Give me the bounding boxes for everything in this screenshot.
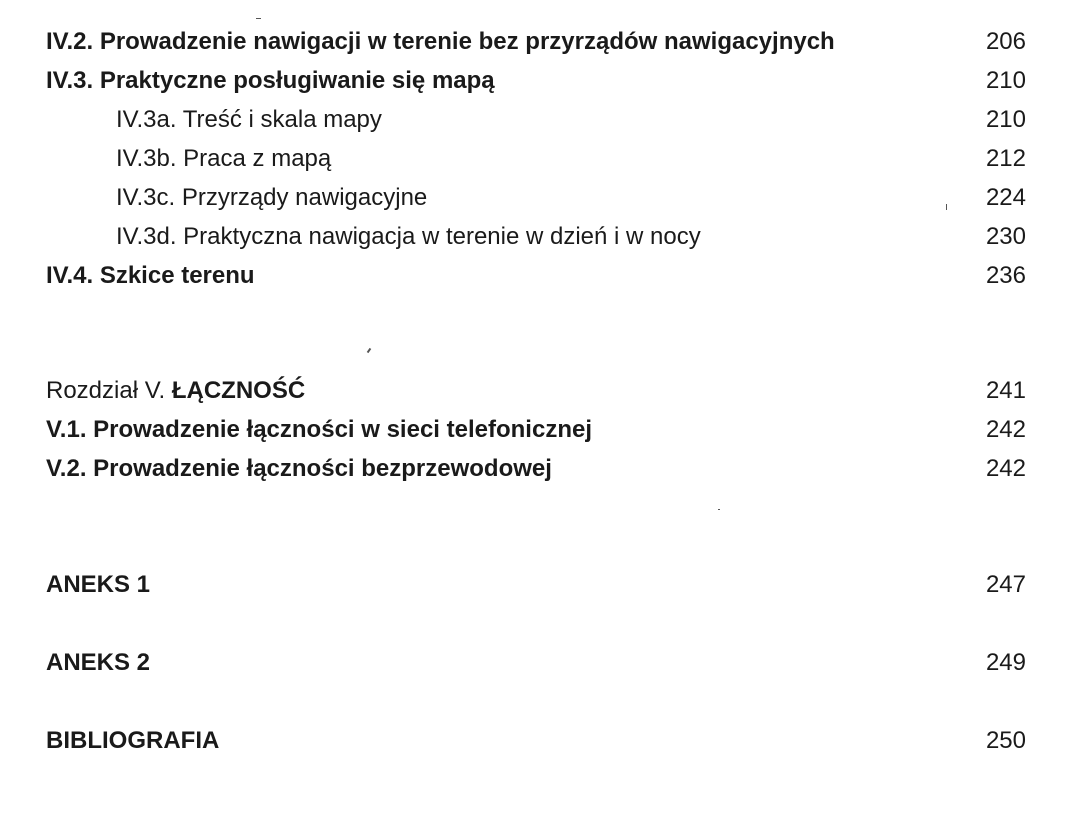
toc-entry-title: IV.3d. Praktyczna nawigacja w terenie w dzień i w nocy (116, 223, 701, 250)
toc-entry-page: 210 (985, 106, 1026, 133)
toc-entry-title: V.2. Prowadzenie łączności bezprzewodowej (46, 455, 552, 482)
toc-entry-title: IV.2. Prowadzenie nawigacji w terenie bez przyrządów nawigacyjnych (46, 28, 835, 55)
toc-entry-page: 247 (985, 571, 1026, 598)
toc-entry-page: 241 (985, 377, 1026, 404)
toc-entry-title (46, 373, 305, 409)
toc-entry-iv-3d[interactable] (0, 219, 1078, 255)
toc-entry-title: IV.3a. Treść i skala mapy (116, 106, 382, 133)
toc-entry-title: BIBLIOGRAFIA (46, 727, 220, 754)
toc-entry-page: 242 (985, 455, 1026, 482)
toc-entry-page: 212 (985, 145, 1026, 172)
chapter-name: ŁĄCZNOŚĆ (171, 377, 306, 404)
toc-entry-v-1[interactable] (0, 412, 1078, 448)
toc-entry-title: ANEKS 1 (46, 571, 151, 598)
toc-entry-page: 230 (985, 223, 1026, 250)
toc-entry-page: 249 (985, 649, 1026, 676)
scan-speck (367, 348, 372, 353)
toc-entry-title: ANEKS 2 (46, 649, 151, 676)
toc-entry-page: 224 (985, 184, 1026, 211)
toc-entry-iv-3c[interactable] (0, 180, 1078, 216)
toc-entry-iv-4[interactable] (0, 258, 1078, 294)
scan-speck (946, 204, 947, 210)
toc-entry-page: 236 (985, 262, 1026, 289)
toc-entry-title: IV.3b. Praca z mapą (116, 145, 332, 172)
toc-entry-bibliografia[interactable] (0, 723, 1078, 759)
toc-entry-aneks-2[interactable] (0, 645, 1078, 681)
toc-entry-iv-3[interactable] (0, 63, 1078, 99)
toc-entry-title: IV.3. Praktyczne posługiwanie się mapą (46, 67, 495, 94)
toc-entry-iv-3a[interactable] (0, 102, 1078, 138)
toc-entry-title: IV.4. Szkice terenu (46, 262, 255, 289)
toc-entry-page: 242 (985, 416, 1026, 443)
scan-speck (718, 509, 720, 510)
toc-entry-title: IV.3c. Przyrządy nawigacyjne (116, 184, 428, 211)
toc-entry-aneks-1[interactable] (0, 567, 1078, 603)
toc-entry-page: 250 (985, 727, 1026, 754)
toc-entry-iv-3b[interactable] (0, 141, 1078, 177)
scan-speck (256, 18, 261, 19)
toc-entry-page: 206 (985, 28, 1026, 55)
toc-entry-page: 210 (985, 67, 1026, 94)
toc-entry-iv-2[interactable] (0, 24, 1078, 60)
chapter-prefix: Rozdział V. (46, 377, 166, 404)
toc-entry-chapter-v[interactable] (0, 373, 1078, 409)
toc-entry-v-2[interactable] (0, 451, 1078, 487)
toc-entry-title: V.1. Prowadzenie łączności w sieci telefonicznej (46, 416, 592, 443)
